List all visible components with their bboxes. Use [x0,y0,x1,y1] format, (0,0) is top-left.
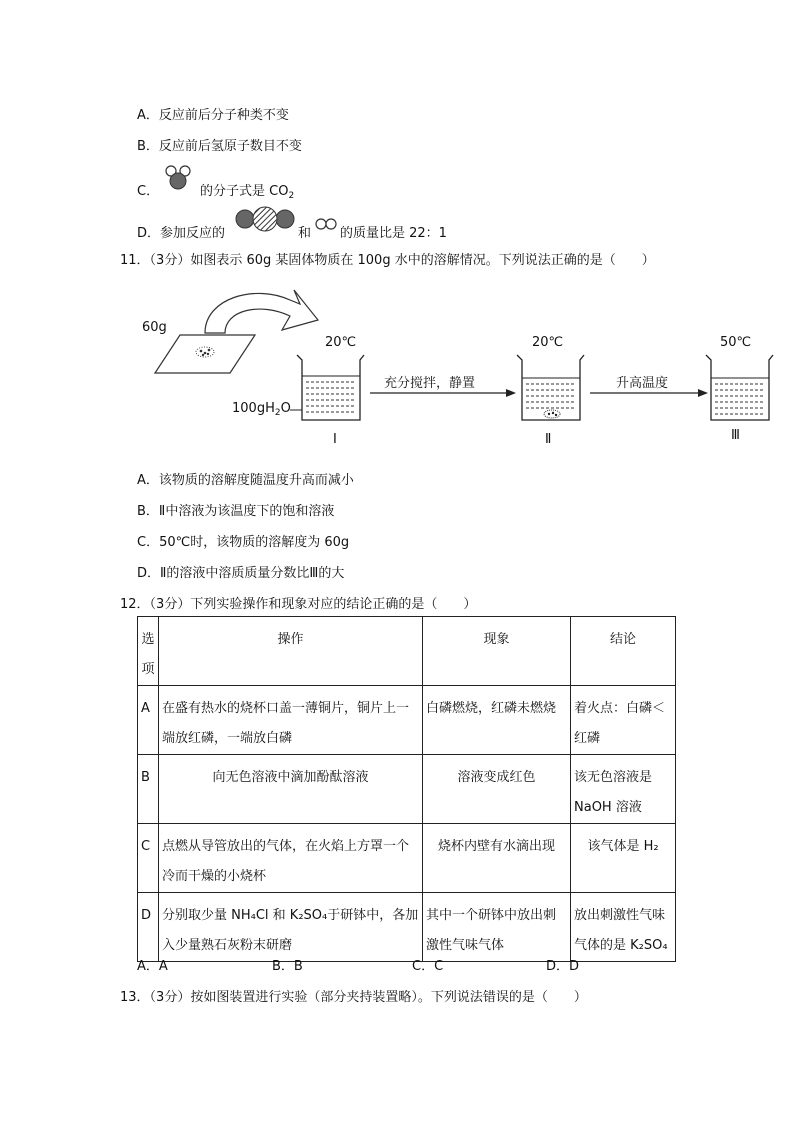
q11-option-d: D．Ⅱ的溶液中溶质质量分数比Ⅲ的大 [137,566,345,581]
row-conclusion: 该气体是 H₂ [571,824,676,893]
q10-option-d-suffix: 的质量比是 22：1 [340,226,447,241]
q12-choice-a: A．A [137,959,168,974]
water-label [232,401,291,418]
arrow-2-label: 升高温度 [616,376,669,391]
table-row [138,755,676,824]
header-conclusion: 结论 [571,617,676,686]
table-row [138,893,676,962]
q10-option-c-sub: 2 [288,191,295,201]
arrow-right-icon [370,387,516,399]
q11-option-a: A．该物质的溶解度随温度升高而减小 [137,473,354,488]
q11-stem: 11．（3分）如图表示 60g 某固体物质在 100g 水中的溶解情况。下列说法正确的是（ ） [120,253,655,268]
row-operation: 向无色溶液中滴加酚酞溶液 [159,755,423,824]
q10-option-d-mid: 和 [298,226,312,241]
row-conclusion: 放出刺激性气味气体的是 K₂SO₄ [571,893,676,962]
row-operation: 点燃从导管放出的气体，在火焰上方罩一个冷而干燥的小烧杯 [159,824,423,893]
temp-label-1: 20℃ [325,335,357,350]
q10-option-a: A．反应前后分子种类不变 [137,108,289,123]
co2-molecule-icon [163,163,199,193]
water-label-main: 100gH [232,401,275,416]
q13-stem: 13．（3分）按如图装置进行实验（部分夹持装置略）。下列说法错误的是（ ） [120,990,587,1005]
row-operation: 在盛有热水的烧杯口盖一薄铜片，铜片上一端放红磷，一端放白磷 [159,686,423,755]
temp-label-2: 20℃ [532,335,564,350]
beaker-2 [514,352,586,424]
q10-option-c [137,180,159,199]
row-conclusion: 着火点：白磷＜红磷 [571,686,676,755]
q11-option-c: C．50℃时，该物质的溶解度为 60g [137,535,350,550]
molecule-o-c-o-icon [234,205,298,235]
table-header-row [138,617,676,686]
row-key: B [138,755,159,824]
q10-option-c-text [200,180,294,201]
q11-option-b: B．Ⅱ中溶液为该温度下的饱和溶液 [137,504,335,519]
temp-label-3: 50℃ [720,335,752,350]
q12-choice-b: B．B [272,959,303,974]
header-operation: 操作 [159,617,423,686]
q10-option-c-suffix: 的分子式是 CO [200,184,289,199]
header-option: 选项 [138,617,159,686]
row-key: D [138,893,159,962]
arrow-right-icon-2 [590,387,708,399]
water-label-sub: 2 [274,408,281,418]
row-phenomenon: 白磷燃烧，红磷未燃烧 [423,686,571,755]
beaker-3 [703,352,775,424]
q12-choice-d: D．D [546,959,580,974]
table-row [138,686,676,755]
h2-molecule-icon [314,216,340,232]
row-phenomenon: 其中一个研钵中放出刺激性气味气体 [423,893,571,962]
beaker-3-label: Ⅲ [731,428,740,443]
row-operation: 分别取少量 NH₄Cl 和 K₂SO₄于研钵中，各加入少量熟石灰粉末研磨 [159,893,423,962]
q12-stem: 12．（3分）下列实验操作和现象对应的结论正确的是（ ） [120,597,477,612]
row-conclusion: 该无色溶液是 NaOH 溶液 [571,755,676,824]
q10-option-c-prefix: C． [137,184,160,199]
q12-choice-c: C．C [412,959,444,974]
q10-option-b: B．反应前后氢原子数目不变 [137,139,302,154]
row-phenomenon: 烧杯内壁有水滴出现 [423,824,571,893]
table-row [138,824,676,893]
experiment-table [137,616,676,962]
beaker-1-label: Ⅰ [333,432,337,447]
row-key: C [138,824,159,893]
water-label-suffix: O [280,401,291,416]
row-phenomenon: 溶液变成红色 [423,755,571,824]
q10-option-d-prefix: D．参加反应的 [137,226,226,241]
beaker-1 [294,352,366,424]
mass-label: 60g [142,320,167,335]
beaker-2-label: Ⅱ [545,432,552,447]
header-phenomenon: 现象 [423,617,571,686]
pointer-line [290,408,302,412]
arrow-1-label: 充分搅拌，静置 [384,376,476,391]
row-key: A [138,686,159,755]
